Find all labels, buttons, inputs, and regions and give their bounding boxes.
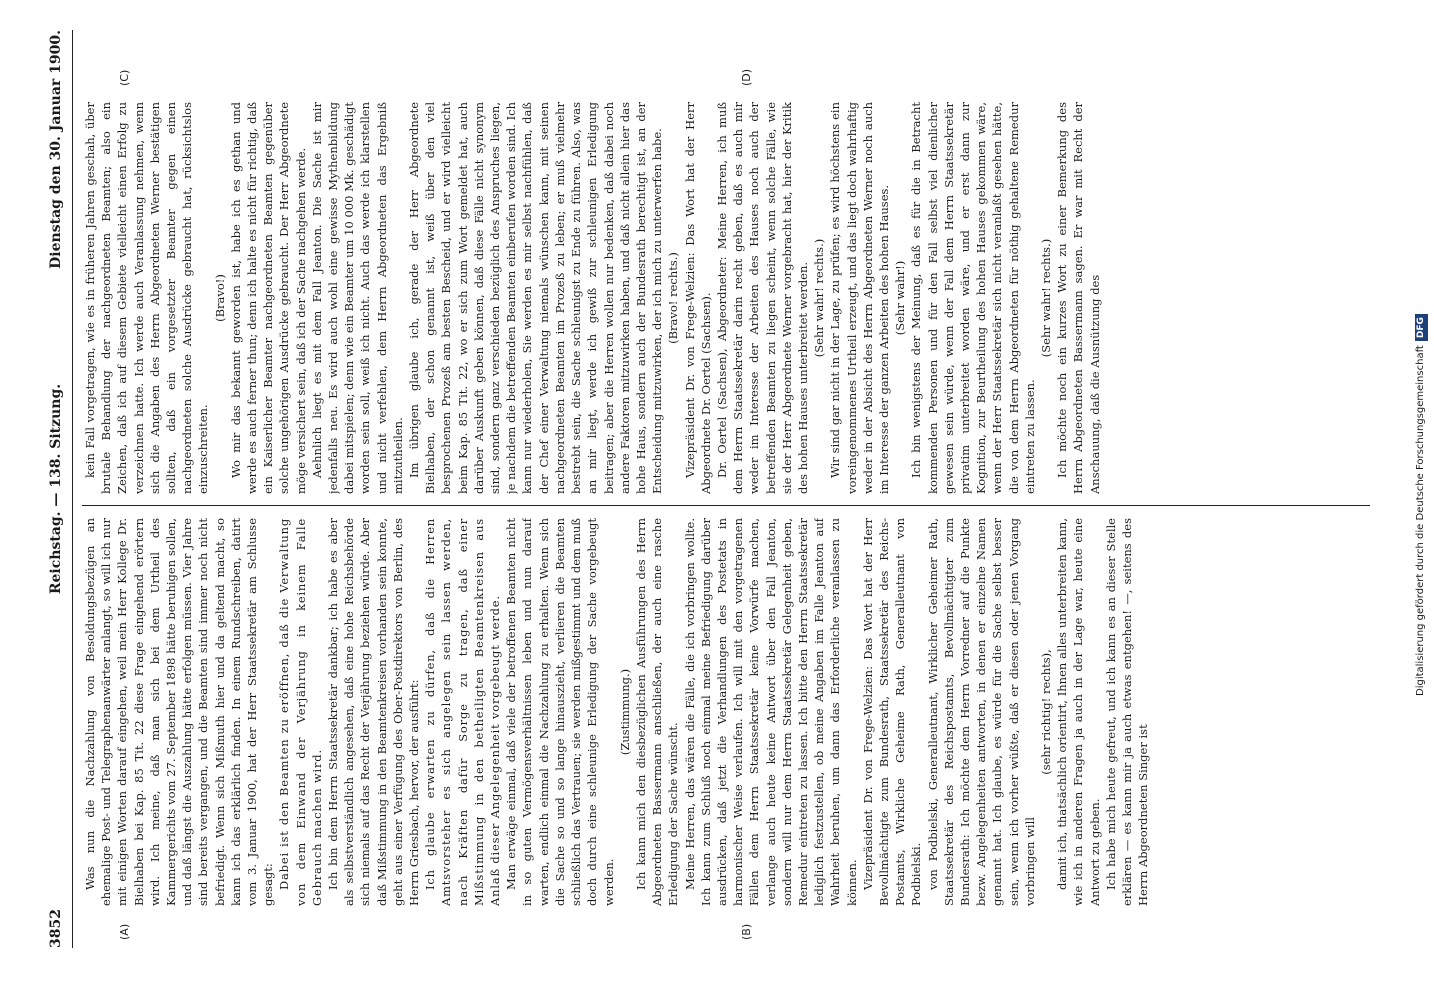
paragraph: Aehnlich liegt es mit dem Fall Jeanton. Die Sache ist mir jedenfalls neu. Es wird auch wohl eine gewisse Mythenbildung dabei mitspielen; denn wie ein Beamter um 10 000 Mk. geschädigt worden sein soll, weiß ich nicht. Auch das werde ich klarstellen und nicht verfehlen, dem Herrn Abgeordneten das Ergebniß mitzutheilen. bbox=[309, 102, 405, 494]
digitization-credit bbox=[1412, 6, 1430, 696]
interjection: (Zustimmung.) bbox=[617, 668, 632, 756]
speaker-paragraph: von Podbielski, Generalleutnant, Wirklicher Geheimer Rath, Staatssekretär des Reichspostamts, Bevollmächtigter zum Bundesrath: Ich möchte dem Herrn Vorredner auf die Punkte bezw. Angelegenheiten antworten, in denen er einzelne Namen genannt hat. Ich glaube, es würde für die Sache selbst besser sein, wenn ich vorher wüßte, daß er diesen oder jenen Vorgang vorbringen will bbox=[925, 518, 1037, 906]
marker-d: (D) bbox=[740, 68, 753, 86]
quotation: Dabei ist den Beamten zu eröffnen, daß die Verwaltung von dem Einwand der Verjährung in keinem Falle Gebrauch machen wird. bbox=[277, 518, 324, 906]
paragraph: Wir sind gar nicht in der Lage, zu prüfen; es wird höchstens ein voreingenommenes Urtheil erzeugt, und das liegt doch wahrhaftig weder in der Absicht des Herrn Abgeordneten Werner noch auch im Interesse der ganzen Arbeiten des hohen Hauses. bbox=[828, 102, 891, 494]
paragraph: damit ich, thatsächlich orientirt, Ihnen alles unterbreiten kann, wie ich in anderen Fragen ja auch in der Lage war, heute eine Antwort zu geben. bbox=[1055, 518, 1102, 906]
right-column bbox=[82, 102, 1372, 494]
paragraph: Ich habe mich heute gefreut, und ich kann es an dieser Stelle erklären — es kann mir ja auch etwas entgehen! —, seitens des Herrn Abgeordneten Singer ist bbox=[1103, 518, 1151, 906]
interjection: (Sehr wahr! rechts.) bbox=[1038, 238, 1053, 358]
marker-a: (A) bbox=[118, 923, 131, 940]
speaker-paragraph: Vizepräsident Dr. von Frege-Welzien: Das Wort hat der Herr Bevollmächtigte zum Bundesrath, Staatssekretär des Reichs-Postamts, Wirkliche Geheime Rath, Generalleutnant von Podbielski. bbox=[860, 518, 924, 906]
marker-c: (C) bbox=[118, 69, 131, 86]
interjection: (Sehr wahr! rechts.) bbox=[812, 238, 827, 358]
credit-text: Digitalisierung gefördert durch die Deutsche Forschungsgemeinschaft bbox=[1415, 345, 1426, 696]
marker-b: (B) bbox=[740, 923, 753, 940]
quotation: Ich glaube erwarten zu dürfen, daß die Herren Amtsvorsteher es sich angelegen sein lassen werden, nach Kräften dafür Sorge zu tragen, daß einer Mißstimmung in den betheiligten Beamtenkreisen aus Anlaß dieser Angelegenheit vorgebeugt werde. bbox=[423, 518, 503, 906]
paragraph: Ich möchte noch ein kurzes Wort zu einer Bemerkung des Herrn Abgeordneten Bassermann sagen. Er war mit Recht der Anschauung, daß die Ausnützung des bbox=[1055, 102, 1102, 494]
session-date: Dienstag den 30. Januar 1900. bbox=[48, 30, 64, 269]
dfg-logo: DFG bbox=[1415, 314, 1428, 341]
paragraph: Ich kann mich den diesbezüglichen Ausführungen des Herrn Abgeordneten Bassermann anschließen, der auch eine rasche Erledigung der Sache wünscht. bbox=[633, 518, 681, 906]
paragraph: Ich bin wenigstens der Meinung, daß es für die in Betracht kommenden Personen und für den Fall selbst viel dienlicher gewesen sein würde, wenn der Fall dem Herrn Staatssekretär privatim unterbreitet worden wäre, und er erst dann zur Kognition, zur Beurtheilung des hohen Hauses gekommen wäre, wenn der Herr Staatssekretär sich nicht veranlaßt gesehen hätte, die von dem Herrn Abgeordneten für nöthig gehaltene Remedur eintreten zu lassen. bbox=[909, 102, 1037, 494]
page-header bbox=[48, 30, 70, 948]
speaker-paragraph: Vizepräsident Dr. von Frege-Welzien: Das Wort hat der Herr Abgeordnete Dr. Oertel (Sachsen). bbox=[682, 102, 713, 494]
paragraph: Ich bin dem Herrn Staatssekretär dankbar; ich habe es aber als selbstverständlich angesehen, daß eine hohe Reichsbehörde sich niemals auf das Recht der Verjährung beziehen würde. Aber daß Mißstimmung in den Beamtenkreisen vorhanden sein konnte, geht aus einer Verfügung des Ober-Postdirektors von Berlin, des Herrn Griesbach, hervor, der ausführt: bbox=[326, 518, 422, 906]
page-number: 3852 bbox=[48, 909, 64, 948]
paragraph: Im übrigen glaube ich, gerade der Herr Abgeordnete Bielhaben, der schon genannt ist, weiß über den viel besprochenen Prozeß am besten Bescheid, und er wird vielleicht beim Kap. 85 Tit. 22, wo er sich zum Wort gemeldet hat, auch darüber Auskunft geben können, daß diese Fälle nicht synonym sind, sondern ganz verschieden bezüglich des Anspruches liegen, je nachdem die betreffenden Beamten einberufen worden sind. Ich kann nur wiederholen, Sie werden es mir selbst nachfühlen, daß der Chef einer Verwaltung niemals wünschen kann, mit seinen nachgeordneten Beamten im Prozeß zu leben; er muß vielmehr bestrebt sein, die Sache schleunigst zu Ende zu führen. Also, was an mir liegt, werde ich gewiß zur schleunigen Erledigung beitragen; aber die Herren wollen nur bedenken, daß dabei noch andere Faktoren mitzuwirken haben, und daß nicht allein hier das hohe Haus, sondern auch der Bundesrath berechtigt ist, an der Entscheidung mitzuwirken, der ich mich zu unterwerfen habe. bbox=[407, 102, 665, 494]
speaker-paragraph: Dr. Oertel (Sachsen), Abgeordneter: Meine Herren, ich muß dem Herrn Staatssekretär darin recht geben, daß es auch mir weder im Interesse der Arbeiten des Hauses noch auch der betreffenden Beamten zu liegen scheint, wenn solche Fälle, wie sie der Herr Abgeordnete Werner vorgebracht hat, hier der Kritik des hohen Hauses unterbreitet werden. bbox=[714, 102, 810, 494]
left-column bbox=[82, 518, 1372, 906]
paragraph: Was nun die Nachzahlung von Besoldungsbezügen an ehemalige Post- und Telegraphenanwärter anlangt, so will ich nur mit einigen Worten darauf eingehen, weil mein Herr Kollege Dr. Bielhaben bei Kap. 85 Tit. 22 diese Frage eingehend erörtern wird. Ich meine, daß man sich bei dem Urtheil des Kammergerichts vom 27. September 1898 hätte beruhigen sollen, und daß längst die Auszahlung hätte erfolgen müssen. Vier Jahre sind bereits vergangen, und die Beamten sind immer noch nicht befriedigt. Wenn sich Mißmuth hier und da geltend macht, so kann ich das erklärlich finden. In einem Rundschreiben, datirt vom 3. Januar 1900, hat der Herr Staatssekretär am Schlusse gesagt: bbox=[83, 518, 276, 906]
interjection: (Sehr wahr!) bbox=[893, 260, 908, 336]
paragraph: Wo mir das bekannt geworden ist, habe ich es gethan und werde es auch ferner thun; denn ich halte es nicht für richtig, daß ein Kaiserlicher Beamter nachgeordneten Beamten gegenüber solche ungehörigen Ausdrücke gebraucht. Der Herr Abgeordnete möge versichert sein, daß ich der Sache nachgehen werde. bbox=[228, 102, 308, 494]
paragraph: kein Fall vorgetragen, wie es in früheren Jahren geschah, über brutale Behandlung der nachgeordneten Beamten; also ein Zeichen, daß ich auf diesem Gebiete vielleicht einen Erfolg zu verzeichnen hatte. Ich werde auch Veranlassung nehmen, wenn sich die Angaben des Herrn Abgeordneten Werner bestätigen sollten, daß ein vorgesetzter Beamter gegen einen nachgeordneten solche Ausdrücke gebraucht hat, rücksichtslos einzuschreiten. bbox=[83, 102, 211, 494]
session-title: Reichstag. — 138. Sitzung. bbox=[48, 383, 64, 595]
header-rule bbox=[72, 30, 73, 948]
interjection: (Bravo! rechts.) bbox=[666, 252, 681, 344]
interjection: (sehr richtig! rechts), bbox=[1038, 649, 1053, 775]
paragraph: Man erwäge einmal, daß viele der betroffenen Beamten nicht in so guten Vermögensverhältnissen leben und nun darauf warten, endlich einmal die Nachzahlung zu erhalten. Wenn sich die Sache so und so lange hinauszieht, verlieren die Beamten schließlich das Vertrauen; sie werden mißgestimmt und dem muß doch durch eine schleunige Erledigung der Sache vorgebeugt werden. bbox=[504, 518, 616, 906]
interjection: (Bravo!) bbox=[212, 274, 227, 322]
paragraph: Meine Herren, das wären die Fälle, die ich vorbringen wollte. Ich kann zum Schluß noch einmal meine Befriedigung darüber ausdrücken, daß jetzt die Verhandlungen des Postetats in harmonischer Weise verlaufen. Ich will mit den vorgetragenen Fällen dem Herrn Staatssekretär keine Vorwürfe machen, verlange auch heute keine Antwort über den Fall Jeanton, sondern will nur dem Herrn Staatssekretär Gelegenheit geben, Remedur eintreten zu lassen. Ich bitte den Herrn Staatssekretär lediglich festzustellen, ob meine Angaben im Falle Jeanton auf Wahrheit beruhen, um dann das Erforderliche veranlassen zu können. bbox=[682, 518, 859, 906]
column-divider bbox=[82, 505, 1370, 506]
